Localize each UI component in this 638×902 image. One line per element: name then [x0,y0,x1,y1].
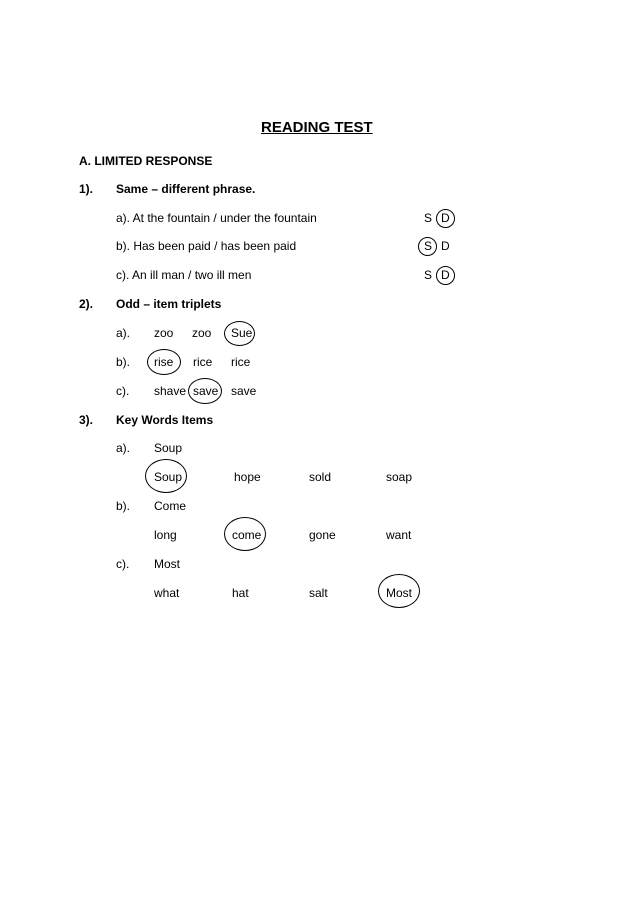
q3a-key-word: Soup [154,441,183,455]
q2b-word: rise [154,355,174,369]
q2a-word: zoo [192,326,212,340]
q3a-label: a). [116,441,131,455]
section-heading: A. LIMITED RESPONSE [79,154,213,168]
q2a-word: Sue [231,326,253,340]
q3a-option: soap [386,470,413,484]
q1-heading: Same – different phrase. [116,182,256,196]
q3b-label: b). [116,499,131,513]
q3c-key-word: Most [154,557,181,571]
q2a-answer-circle [224,321,255,346]
q2c-answer-circle [188,378,222,404]
q1c-text: c). An ill man / two ill men [116,268,252,282]
q3c-option: what [154,586,180,600]
q2a-word: zoo [154,326,174,340]
q2c-word: save [193,384,219,398]
q1-number: 1). [79,182,94,196]
q2c-word: shave [154,384,187,398]
page-title: READING TEST [261,119,373,136]
q2b-label: b). [116,355,131,369]
q1a-text: a). At the fountain / under the fountain [116,211,317,225]
q2-heading: Odd – item triplets [116,297,222,311]
q1a-option-s: S [424,211,433,225]
q1a-answer-circle [436,209,455,228]
q1b-option-s: S [424,239,433,253]
q1b-answer-circle [418,237,437,256]
q1c-option-d: D [441,268,450,282]
q3b-option: come [232,528,262,542]
q3b-key-word: Come [154,499,187,513]
q2b-word: rice [231,355,251,369]
q3a-option: hope [234,470,261,484]
q2c-word: save [231,384,257,398]
q3c-label: c). [116,557,130,571]
q2b-answer-circle [147,349,181,375]
q3b-answer-circle [224,517,266,551]
q3c-option: hat [232,586,249,600]
q3a-answer-circle [145,459,187,493]
q3c-option: Most [386,586,413,600]
q1c-option-s: S [424,268,433,282]
q3-number: 3). [79,413,94,427]
q2-number: 2). [79,297,94,311]
q3b-option: gone [309,528,336,542]
q3a-option: sold [309,470,332,484]
q3b-option: want [386,528,412,542]
q1c-answer-circle [436,266,455,285]
q3a-option: Soup [154,470,183,484]
q3c-answer-circle [378,574,420,608]
q2c-label: c). [116,384,130,398]
q1a-option-d: D [441,211,450,225]
q2b-word: rice [193,355,213,369]
q3c-option: salt [309,586,328,600]
q3b-option: long [154,528,177,542]
q2a-label: a). [116,326,131,340]
q3-heading: Key Words Items [116,413,214,427]
q1b-option-d: D [441,239,450,253]
q1b-text: b). Has been paid / has been paid [116,239,297,253]
